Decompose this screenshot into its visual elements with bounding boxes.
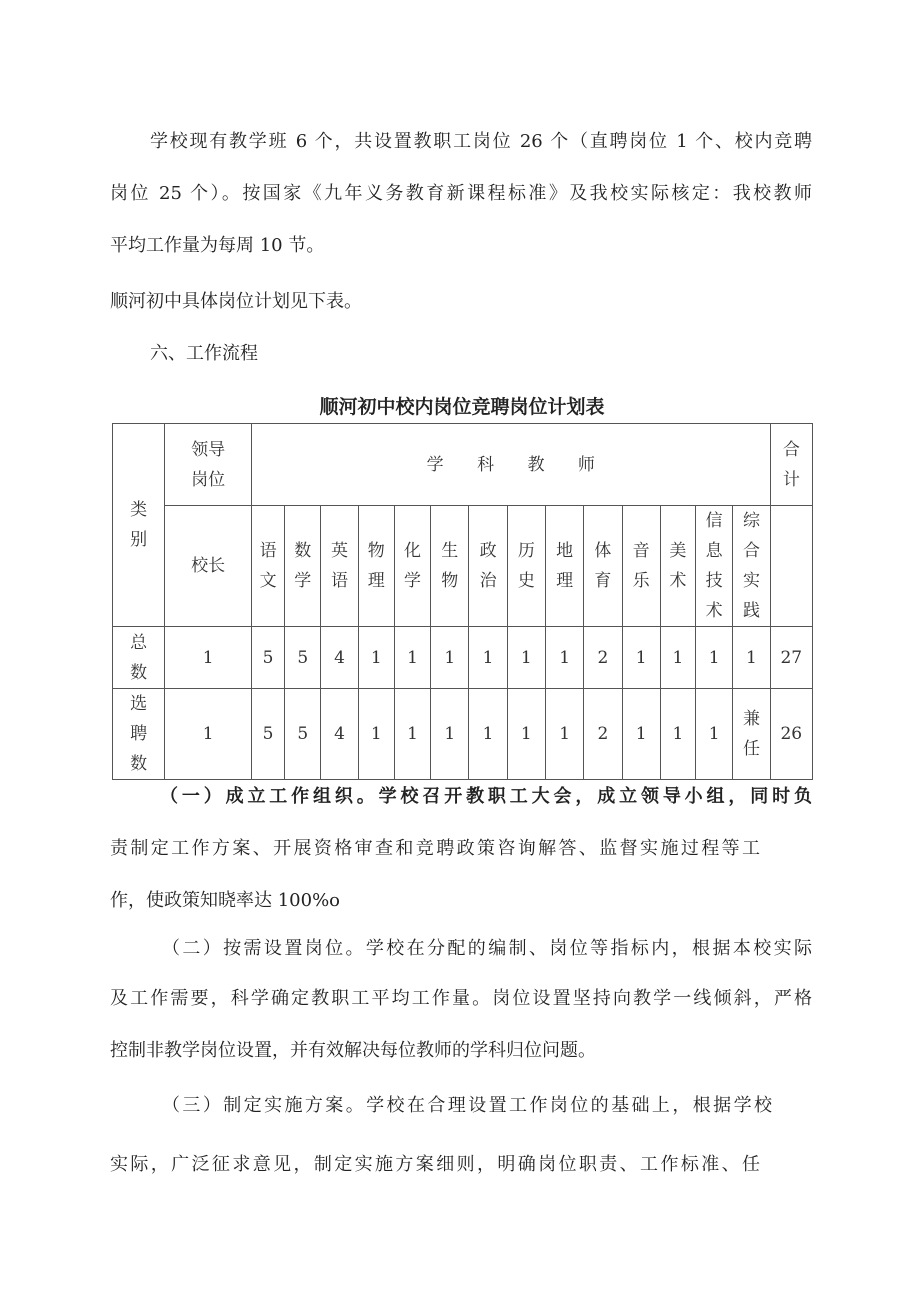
subject-header: 地理 [545,506,583,627]
subject-header: 信息技术 [696,506,733,627]
table-cell: 1 [469,627,507,689]
subject-header: 美术 [660,506,695,627]
table-cell: 1 [394,689,430,780]
position-plan-table [112,423,813,780]
table-header-row-2 [113,506,813,627]
table-cell: 2 [584,689,622,780]
table-cell-total: 26 [770,689,812,780]
subject-header: 综合实践 [733,506,770,627]
table-header-row-1 [113,424,813,506]
step-2-line-3: 控制非教学岗位设置，并有效解决每位教师的学科归位问题。 [110,1040,596,1061]
table-cell: 1 [507,627,545,689]
step-3-line-2: 实际，广泛征求意见，制定实施方案细则，明确岗位职责、工作标准、任 [110,1154,760,1175]
table-cell: 1 [165,627,252,689]
category-header: 类别 [113,424,165,627]
subject-header: 体育 [584,506,622,627]
total-header: 合计 [770,424,812,506]
table-cell: 4 [321,627,358,689]
table-cell: 1 [545,689,583,780]
table-row-selected [113,689,813,780]
table-cell: 1 [660,689,695,780]
table-cell: 4 [321,689,358,780]
leader-header: 领导岗位 [165,424,252,506]
table-cell: 1 [394,627,430,689]
paragraph-staffing-line-1: 学校现有教学班 6 个，共设置教职工岗位 26 个（直聘岗位 1 个、校内竞聘 [150,131,812,152]
subject-header: 语文 [251,506,284,627]
table-cell: 5 [285,627,321,689]
table-cell: 1 [545,627,583,689]
table-cell: 1 [696,689,733,780]
step-2-line-1: （二）按需设置岗位。学校在分配的编制、岗位等指标内，根据本校实际 [162,938,812,959]
subject-header: 英语 [321,506,358,627]
subject-header: 物理 [358,506,394,627]
table-cell: 5 [285,689,321,780]
subject-header: 音乐 [622,506,660,627]
table-cell: 1 [660,627,695,689]
table-cell: 1 [622,627,660,689]
subject-header: 数学 [285,506,321,627]
table-cell: 2 [584,627,622,689]
paragraph-staffing-line-2: 岗位 25 个）。按国家《九年义务教育新课程标准》及我校实际核定：我校教师 [110,183,812,204]
row-label: 总数 [113,627,165,689]
table-cell: 1 [469,689,507,780]
table-cell: 1 [696,627,733,689]
subject-header: 历史 [507,506,545,627]
table-cell: 1 [733,627,770,689]
section-heading-workflow: 六、工作流程 [150,343,258,364]
paragraph-table-intro: 顺河初中具体岗位计划见下表。 [110,291,362,312]
paragraph-staffing-line-3: 平均工作量为每周 10 节。 [110,235,325,256]
step-3-line-1: （三）制定实施方案。学校在合理设置工作岗位的基础上，根据学校 [162,1095,772,1116]
step-2-line-2: 及工作需要，科学确定教职工平均工作量。岗位设置坚持向教学一线倾斜，严格 [110,988,812,1009]
subject-header: 生物 [431,506,469,627]
table-row-total [113,627,813,689]
table-cell: 1 [431,689,469,780]
table-cell: 兼任 [733,689,770,780]
table-cell: 5 [251,627,284,689]
row-label: 选聘数 [113,689,165,780]
table-cell: 1 [431,627,469,689]
step-1-line-1: （一）成立工作组织。学校召开教职工大会，成立领导小组，同时负 [160,786,812,807]
subject-teachers-header: 学 科 教 师 [251,424,770,506]
principal-header: 校长 [165,506,252,627]
table-title: 顺河初中校内岗位竞聘岗位计划表 [319,396,605,418]
step-1-line-3: 作，使政策知晓率达 100%o [110,890,341,911]
step-1-line-2: 责制定工作方案、开展资格审查和竞聘政策咨询解答、监督实施过程等工 [110,838,760,859]
table-cell: 1 [165,689,252,780]
table-cell: 1 [358,689,394,780]
table-cell: 5 [251,689,284,780]
table-cell: 1 [622,689,660,780]
table-cell: 1 [358,627,394,689]
table-cell-total: 27 [770,627,812,689]
table-cell: 1 [507,689,545,780]
total-blank-cell [770,506,812,627]
subject-header: 政治 [469,506,507,627]
subject-header: 化学 [394,506,430,627]
